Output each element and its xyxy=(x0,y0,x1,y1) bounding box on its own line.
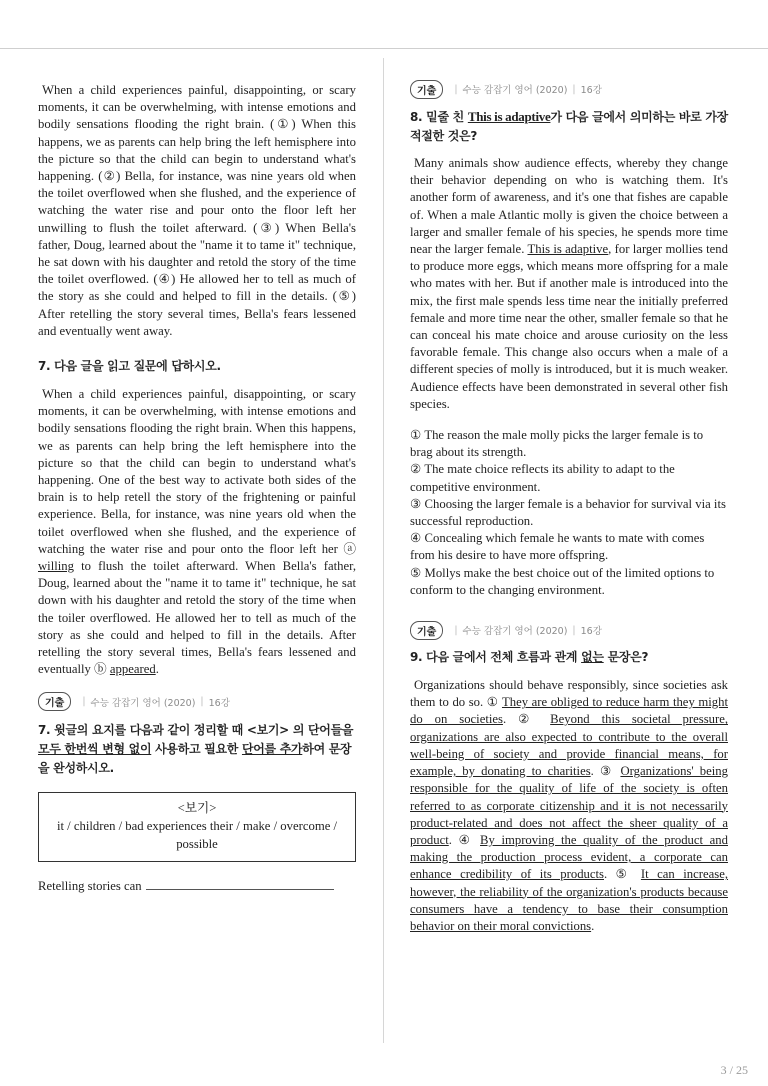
passage-9-intro: Organizations should behave responsibly, since societies ask them to do so. ① xyxy=(410,678,728,710)
source-tag-row xyxy=(38,693,356,711)
passage-1-text: When a child experiences painful, disappointing, or scary moments, it can be overwhelming, with intense emotions and bodily sensations flooding the right brain. (①) When this happens, we as parents can help bring the left hemisphere into the picture so that the child can begin to understand what's happening. (②) Bella, for instance, was nine years old when the toilet overflowed when she flushed, and the experience of watching the water rise and pour onto the floor left her unwilling to flush the toilet afterward. (③) When Bella's father, Doug, learned about the "name it to tame it" technique, he sat down with his daughter and retold the story of the time the toilet overflowed. (④) He allowed her to tell as much of the story as she could and helped to fill in the details. (⑤) After retelling the story several times, Bella's fears lessened and eventually went away. xyxy=(38,83,356,338)
passage-8-underlined: This is adaptive xyxy=(527,242,609,257)
page-number: 3 / 25 xyxy=(720,1063,748,1077)
tag-separator: | xyxy=(82,696,86,707)
passage-2 xyxy=(38,386,356,678)
q9-heading-part: 문장은? xyxy=(603,650,649,665)
question-8-heading xyxy=(410,107,728,146)
underlined-word-a: willing xyxy=(38,559,74,574)
marker-3: . ③ xyxy=(590,764,621,779)
source-tag-row xyxy=(410,80,728,98)
source-tag: 기출 xyxy=(410,80,443,99)
passage-9-end: . xyxy=(591,918,595,933)
q7b-heading-underlined: 모두 한번씩 변형 없이 xyxy=(38,741,152,756)
bogi-words: it / children / bad experiences their / make / overcome / possible xyxy=(56,818,338,851)
option-2[interactable]: ② The mate choice reflects its ability to adapt to the competitive environment. xyxy=(410,462,675,494)
q7b-heading-part: 의 단어들을 xyxy=(288,722,354,737)
tag-separator: | xyxy=(572,624,576,636)
passage-8 xyxy=(410,155,728,413)
q9-heading-part: 9. 다음 글에서 전체 흐름과 관계 xyxy=(410,650,582,665)
q7b-bogi-ref: <보기> xyxy=(246,722,289,737)
answer-line xyxy=(38,878,356,895)
tag-separator: | xyxy=(200,696,204,707)
marker-4: . ④ xyxy=(448,832,481,847)
source-tag: 기출 xyxy=(38,692,71,711)
q9-heading-underlined: 없는 xyxy=(581,650,604,665)
right-column xyxy=(410,80,728,935)
source-tag-row-2 xyxy=(410,621,728,639)
q8-heading-part: 8. 밑줄 친 xyxy=(410,110,468,124)
question-9-heading xyxy=(410,648,728,667)
tag-separator: | xyxy=(454,83,458,95)
passage-2-part-b: to flush the toilet afterward. When Bella's father, Doug, learned about the "name it to tame it" technique, he sat down with his daughter and retold the story of the time when the toiler overflowed. He allowed her to tell as much of the story as she could and helped to fill in the details. After retelling the story several times, Bella's fears lessened and eventually xyxy=(38,559,357,677)
passage-1 xyxy=(38,82,356,340)
passage-2-part-a: When a child experiences painful, disappointing, or scary moments, it can be overwhelming, with intense emotions and bodily sensations flooding the right brain. When this happens, we as parents can help bring the left hemisphere into the picture so that the child can begin to understand what's happening. One of the best way to activate both sides of the brain is to help retell the story of the frightening or painful experience. Bella, for instance, was nine years old when the toilet overflowed when she flushed, and the experience of watching the water rise and pour onto the floor left her xyxy=(38,387,356,556)
q7b-heading-underlined: 단어를 추가 xyxy=(241,741,303,756)
lesson-label: 16강 xyxy=(208,697,230,709)
lesson-label: 16강 xyxy=(580,85,602,96)
source-label: 수능 감잡기 영어 (2020) xyxy=(462,85,568,96)
tag-separator: | xyxy=(454,624,458,636)
column-divider xyxy=(383,58,384,1043)
q8-heading-part: 가 다음 글에서 의미하는 바로 가장 적절한 것은? xyxy=(410,110,728,143)
question-7-heading-text: 7. 다음 글을 읽고 질문에 답하시오. xyxy=(38,359,221,374)
passage-9 xyxy=(410,677,728,935)
question-7b-heading xyxy=(38,721,356,778)
lesson-label: 16강 xyxy=(580,626,602,638)
q8-heading-underlined: This is adaptive xyxy=(467,109,551,124)
sentence-3: Organizations' being responsible for the quality of life of the society is often referred to as corporate citizenship and it is not necessarily product-related and does not affect the sheer quality of a product xyxy=(410,764,728,847)
question-7-heading xyxy=(38,357,356,376)
q7b-heading-part: 7. 윗글의 요지를 다음과 같이 정리할 때 xyxy=(38,722,247,737)
sentence-4: By improving the quality of the product and making the production process evident, a corporate can enhance credibility of its products xyxy=(410,832,728,882)
passage-8-part-a: Many animals show audience effects, whereby they change their behavior depending on who is watching them. It's another form of awareness, and it's one that fishes are capable of. When a male Atlantic molly is given the choice between a larger and smaller female of his species, he spends more time near the larger female. xyxy=(410,156,728,257)
sentence-2: Beyond this societal pressure, organizations are also expected to contribute to the overall well-being of society and provide financial means, for example, by donating to charities xyxy=(410,712,728,779)
marker-b: ⓑ xyxy=(94,662,107,677)
source-label: 수능 감잡기 영어 (2020) xyxy=(462,626,568,638)
bogi-box xyxy=(38,792,356,862)
tag-separator: | xyxy=(572,83,576,95)
marker-2: . ② xyxy=(502,712,551,727)
left-column xyxy=(38,82,356,895)
option-4[interactable]: ④ Concealing which female he wants to mate with comes from his desire to have more offspring. xyxy=(410,531,705,563)
option-3[interactable]: ③ Choosing the larger female is a behavior for survival via its successful reproduction. xyxy=(410,496,726,529)
question-8-options xyxy=(410,427,728,599)
sentence-5: It can increase, however, the reliability of the organization's products because consumers have a tendency to base their consumption behavior on their moral convictions xyxy=(410,867,729,933)
q7b-heading-part: 하여 문장을 완성하시오. xyxy=(38,741,352,775)
header-rule xyxy=(0,48,768,49)
marker-5: . ⑤ xyxy=(604,867,641,882)
underlined-word-b: appeared xyxy=(109,662,156,677)
passage-8-part-b: , for larger mollies tend to produce more eggs, which means more offspring for a male who mates with her. But if another male is introduced into the mix, the first male spends less time near the initially preferred female and more time near the other, smaller female so that he can conceal his mate choice and arouse curiosity on the less favorable female. This change also occurs when a male of a different species of molly is introduced, but it is much weaker. Audience effects have been demonstrated in several other fish species. xyxy=(410,242,728,411)
option-5[interactable]: ⑤ Mollys make the best choice out of the limited options to conform to the changing environment. xyxy=(410,565,715,597)
answer-prefix: Retelling stories can xyxy=(38,878,142,893)
sentence-1: They are obliged to reduce harm they might do on societies xyxy=(410,695,728,727)
source-tag: 기출 xyxy=(410,621,443,640)
passage-2-end: . xyxy=(155,662,159,677)
bogi-title: <보기> xyxy=(177,800,217,815)
option-1[interactable]: ① The reason the male molly picks the larger female is to brag about its strength. xyxy=(410,428,704,460)
source-label: 수능 감잡기 영어 (2020) xyxy=(90,697,196,709)
marker-a: ⓐ xyxy=(343,541,357,556)
answer-blank[interactable] xyxy=(146,879,334,890)
q7b-heading-part: 사용하고 필요한 xyxy=(151,741,242,756)
